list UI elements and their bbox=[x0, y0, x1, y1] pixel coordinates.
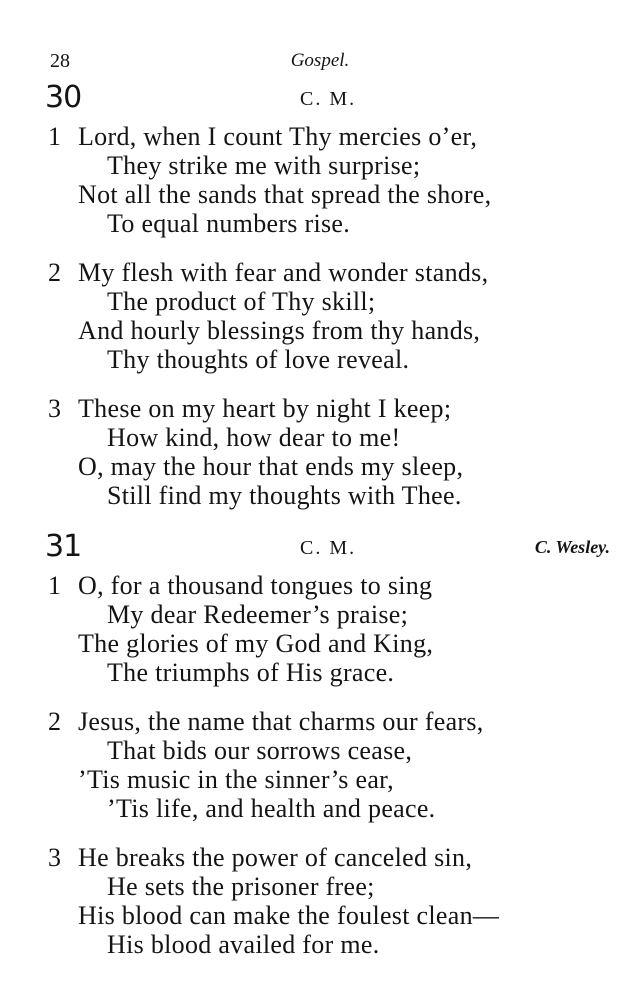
verse-line: To equal numbers rise. bbox=[107, 209, 351, 238]
verse-line: Jesus, the name that charms our fears, bbox=[78, 707, 484, 736]
verse-line: The product of Thy skill; bbox=[107, 287, 376, 316]
stanza bbox=[45, 258, 610, 374]
verse-number: 1 bbox=[48, 122, 61, 151]
verse-line: His blood availed for me. bbox=[107, 930, 380, 959]
verse-line: He sets the prisoner free; bbox=[107, 872, 375, 901]
stanza bbox=[45, 571, 610, 687]
running-title: Gospel. bbox=[290, 50, 350, 71]
verse-number: 1 bbox=[48, 571, 61, 600]
hymn-30 bbox=[45, 80, 610, 530]
verse-number: 3 bbox=[48, 394, 61, 423]
verse-line: Thy thoughts of love reveal. bbox=[107, 345, 410, 374]
hymn-number: 30 bbox=[45, 80, 82, 115]
verse-line: These on my heart by night I keep; bbox=[78, 394, 452, 423]
hymn-header bbox=[45, 529, 610, 571]
hymn-meter: C. M. bbox=[300, 88, 357, 110]
verse-line: Not all the sands that spread the shore, bbox=[78, 180, 492, 209]
verse-line: O, for a thousand tongues to sing bbox=[78, 571, 433, 600]
stanza bbox=[45, 122, 610, 238]
page-header bbox=[50, 50, 590, 74]
verse-line: My flesh with fear and wonder stands, bbox=[78, 258, 489, 287]
verse-line: O, may the hour that ends my sleep, bbox=[78, 452, 464, 481]
hymn-author: C. Wesley. bbox=[534, 537, 610, 557]
hymn-number: 31 bbox=[45, 529, 82, 564]
verse-line: ’Tis music in the sinner’s ear, bbox=[78, 765, 394, 794]
verse-line: Still find my thoughts with Thee. bbox=[107, 481, 462, 510]
hymn-header bbox=[45, 80, 610, 122]
hymn-meter: C. M. bbox=[300, 537, 357, 559]
verse-line: Lord, when I count Thy mercies o’er, bbox=[78, 122, 478, 151]
stanza bbox=[45, 707, 610, 823]
verse-line: His blood can make the foulest clean— bbox=[78, 901, 500, 930]
stanza bbox=[45, 394, 610, 510]
verse-line: And hourly blessings from thy hands, bbox=[78, 316, 481, 345]
verse-line: The triumphs of His grace. bbox=[107, 658, 395, 687]
verse-line: He breaks the power of canceled sin, bbox=[78, 843, 473, 872]
verse-number: 2 bbox=[48, 258, 61, 287]
verse-line: That bids our sorrows cease, bbox=[107, 736, 413, 765]
verse-line: How kind, how dear to me! bbox=[107, 423, 401, 452]
page-number: 28 bbox=[50, 50, 70, 72]
stanza bbox=[45, 843, 610, 959]
hymn-31 bbox=[45, 529, 610, 979]
verse-line: They strike me with surprise; bbox=[107, 151, 421, 180]
verse-number: 2 bbox=[48, 707, 61, 736]
verse-line: ’Tis life, and health and peace. bbox=[107, 794, 436, 823]
verse-line: The glories of my God and King, bbox=[78, 629, 434, 658]
verse-number: 3 bbox=[48, 843, 61, 872]
verse-line: My dear Redeemer’s praise; bbox=[107, 600, 409, 629]
